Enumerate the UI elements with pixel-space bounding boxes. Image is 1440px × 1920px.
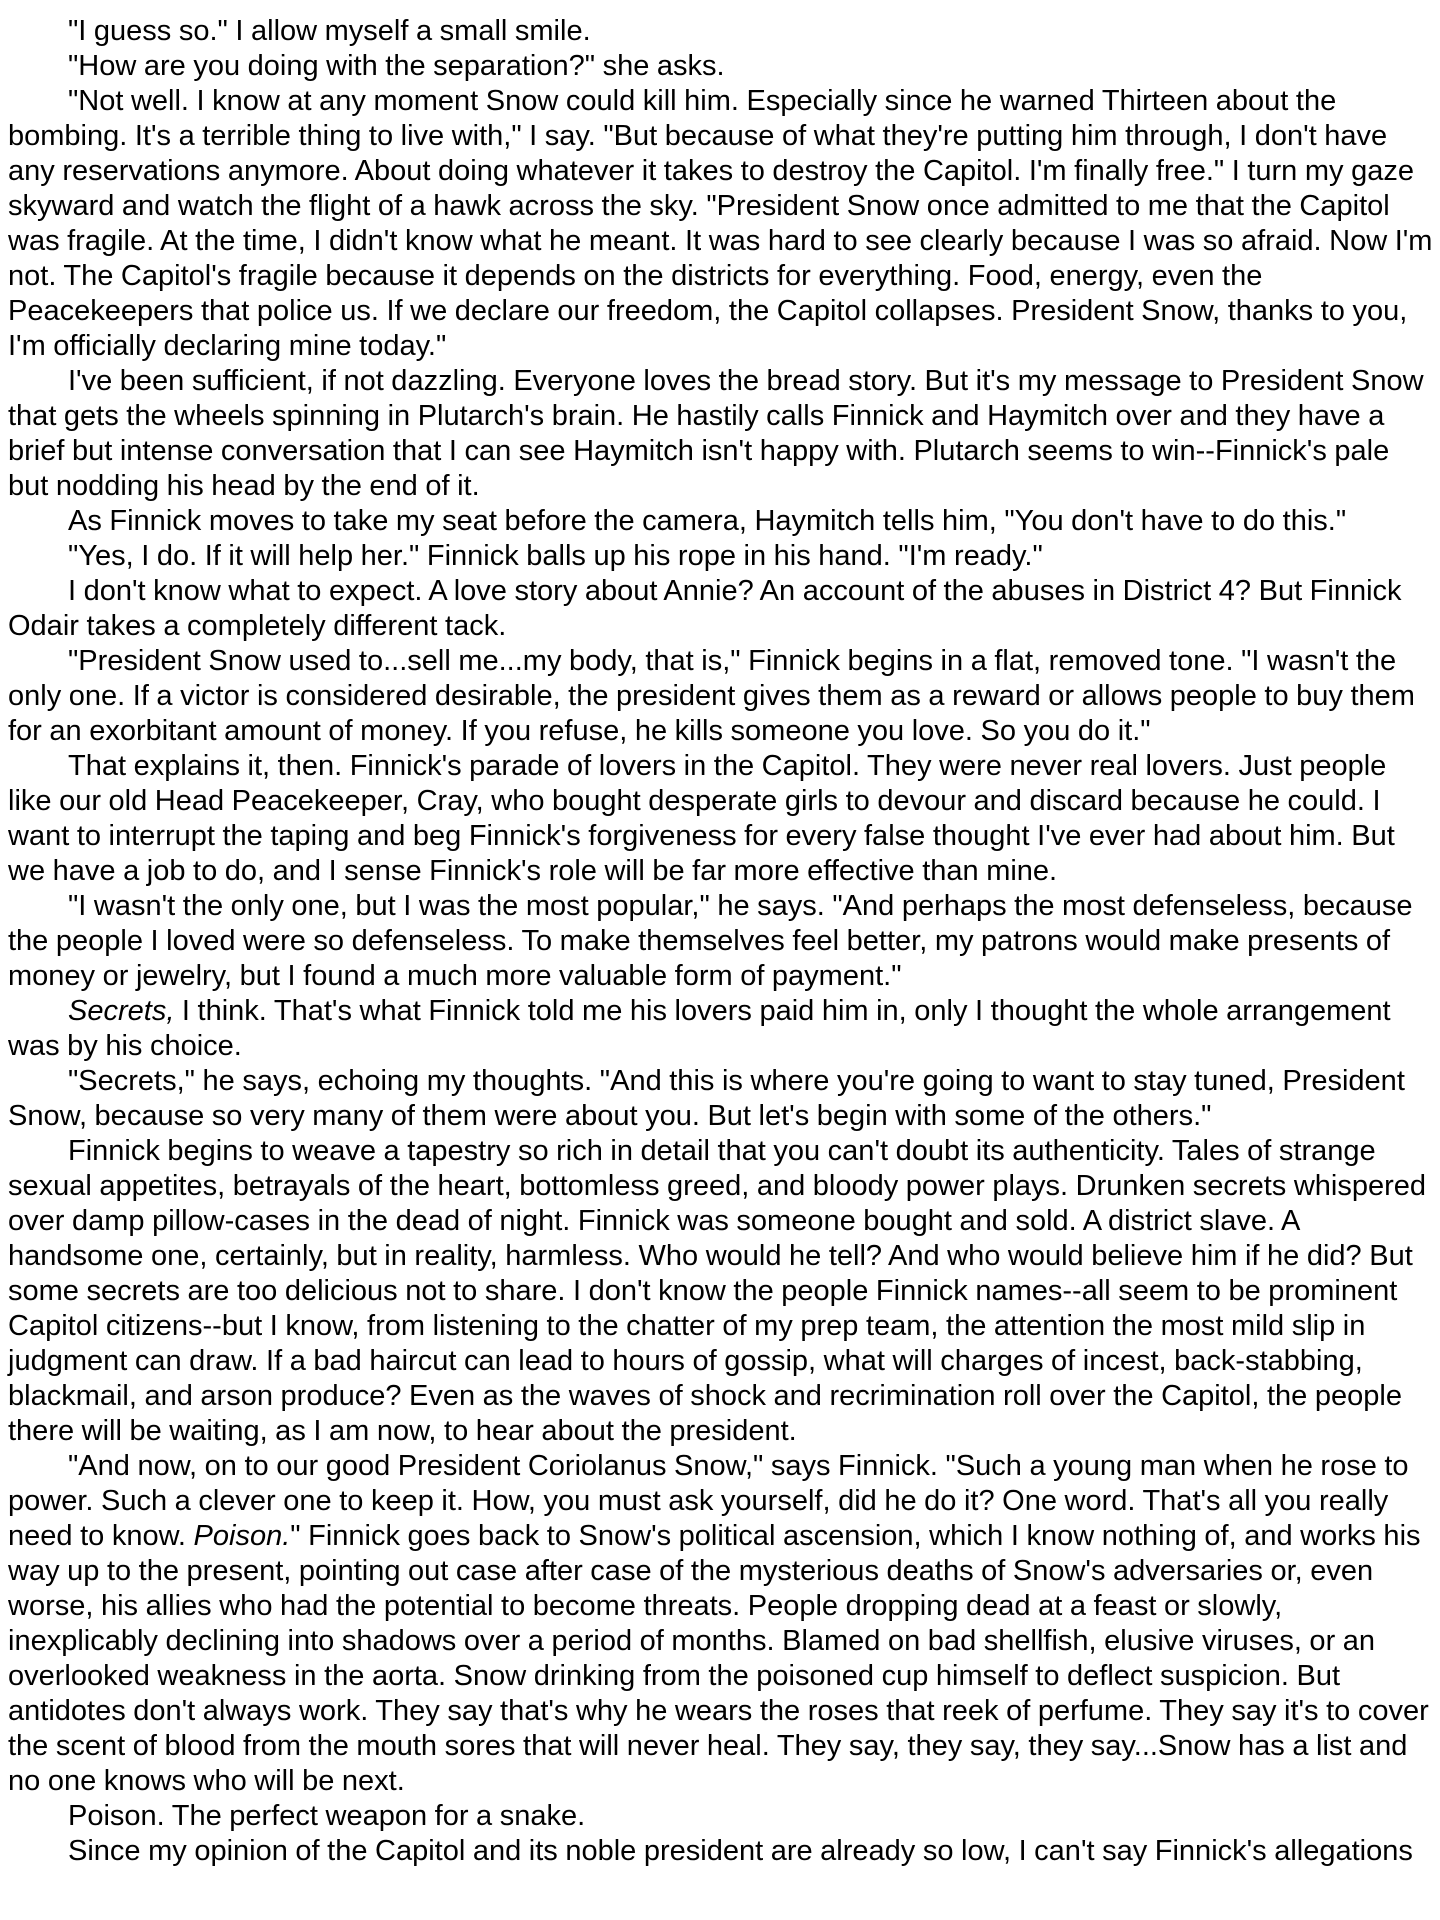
text-segment: As Finnick moves to take my seat before the camera, Haymitch tells him, "You don't have to do this." xyxy=(68,505,1347,537)
text-segment: " Finnick goes back to Snow's political ascension, which I know nothing of, and works his way up to the present, pointing out case after case of the mysterious deaths of Snow's adversaries or, even worse, his allies who had the potential to become threats. People dropping dead at a feast or slowly, inexplicably declining into shadows over a period of months. Blamed on bad shellfish, elusive viruses, or an overlooked weakness in the aorta. Snow drinking from the poisoned cup himself to deflect suspicion. But antidotes don't always work. They say that's why he wears the roses that reek of perfume. They say it's to cover the scent of blood from the mouth sores that will never heal. They say, they say, they say...Snow has a list and no one knows who will be next. xyxy=(8,1520,1429,1797)
paragraph xyxy=(8,749,1435,889)
paragraph xyxy=(8,644,1435,749)
paragraph xyxy=(8,84,1435,364)
text-segment: "Yes, I do. If it will help her." Finnick balls up his rope in his hand. "I'm ready." xyxy=(68,540,1043,572)
text-segment: "Secrets," he says, echoing my thoughts. "And this is where you're going to want to stay tuned, President Snow, because so very many of them were about you. But let's begin with some of the others." xyxy=(8,1065,1405,1132)
paragraph xyxy=(8,574,1435,644)
paragraph xyxy=(8,364,1435,504)
paragraph xyxy=(8,49,1435,84)
text-segment: "And now, on to our good President Coriolanus Snow," says Finnick. "Such a young man when he rose to power. Such a clever one to keep it. How, you must ask yourself, did he do it? One word. That's all you really need to know. xyxy=(8,1450,1409,1552)
text-segment: "I wasn't the only one, but I was the most popular," he says. "And perhaps the most defenseless, because the people I loved were so defenseless. To make themselves feel better, my patrons would make presents of money or jewelry, but I found a much more valuable form of payment." xyxy=(8,890,1413,992)
paragraph xyxy=(8,994,1435,1064)
paragraph xyxy=(8,1449,1435,1799)
paragraph xyxy=(8,889,1435,994)
text-segment: I've been sufficient, if not dazzling. Everyone loves the bread story. But it's my message to President Snow that gets the wheels spinning in Plutarch's brain. He hastily calls Finnick and Haymitch over and they have a brief but intense conversation that I can see Haymitch isn't happy with. Plutarch seems to win--Finnick's pale but nodding his head by the end of it. xyxy=(8,365,1424,502)
paragraph xyxy=(8,504,1435,539)
paragraph xyxy=(8,1799,1435,1834)
paragraph xyxy=(8,14,1435,49)
paragraph xyxy=(8,539,1435,574)
text-segment: Finnick begins to weave a tapestry so rich in detail that you can't doubt its authenticity. Tales of strange sexual appetites, betrayals of the heart, bottomless greed, and bloody power plays. Drunken secrets whispered over damp pillow-cases in the dead of night. Finnick was someone bought and sold. A district slave. A handsome one, certainly, but in reality, harmless. Who would he tell? And who would believe him if he did? But some secrets are too delicious not to share. I don't know the people Finnick names--all seem to be prominent Capitol citizens--but I know, from listening to the chatter of my prep team, the attention the most mild slip in judgment can draw. If a bad haircut can lead to hours of gossip, what will charges of incest, back-stabbing, blackmail, and arson produce? Even as the waves of shock and recrimination roll over the Capitol, the people there will be waiting, as I am now, to hear about the president. xyxy=(8,1135,1427,1447)
text-segment: "How are you doing with the separation?" she asks. xyxy=(68,50,725,82)
paragraph xyxy=(8,1834,1435,1869)
text-segment: "I guess so." I allow myself a small smile. xyxy=(68,15,591,47)
text-segment: I think. That's what Finnick told me his lovers paid him in, only I thought the whole arrangement was by his choice. xyxy=(8,995,1391,1062)
text-segment: Since my opinion of the Capitol and its noble president are already so low, I can't say Finnick's allegations xyxy=(68,1835,1413,1867)
italic-text-segment: Poison. xyxy=(193,1520,291,1552)
text-segment: "Not well. I know at any moment Snow could kill him. Especially since he warned Thirteen about the bombing. It's a terrible thing to live with," I say. "But because of what they're putting him through, I don't have any reservations anymore. About doing whatever it takes to destroy the Capitol. I'm finally free." I turn my gaze skyward and watch the flight of a hawk across the sky. "President Snow once admitted to me that the Capitol was fragile. At the time, I didn't know what he meant. It was hard to see clearly because I was so afraid. Now I'm not. The Capitol's fragile because it depends on the districts for everything. Food, energy, even the Peacekeepers that police us. If we declare our freedom, the Capitol collapses. President Snow, thanks to you, I'm officially declaring mine today." xyxy=(8,85,1433,362)
text-segment: That explains it, then. Finnick's parade of lovers in the Capitol. They were never real lovers. Just people like our old Head Peacekeeper, Cray, who bought desperate girls to devour and discard because he could. I want to interrupt the taping and beg Finnick's forgiveness for every false thought I've ever had about him. But we have a job to do, and I sense Finnick's role will be far more effective than mine. xyxy=(8,750,1395,887)
text-segment: I don't know what to expect. A love story about Annie? An account of the abuses in District 4? But Finnick Odair takes a completely different tack. xyxy=(8,575,1402,642)
paragraph xyxy=(8,1064,1435,1134)
text-segment: "President Snow used to...sell me...my body, that is," Finnick begins in a flat, removed tone. "I wasn't the only one. If a victor is considered desirable, the president gives them as a reward or allows people to buy them for an exorbitant amount of money. If you refuse, he kills someone you love. So you do it." xyxy=(8,645,1415,747)
paragraph xyxy=(8,1134,1435,1449)
italic-text-segment: Secrets, xyxy=(68,995,175,1027)
text-segment: Poison. The perfect weapon for a snake. xyxy=(68,1800,586,1832)
